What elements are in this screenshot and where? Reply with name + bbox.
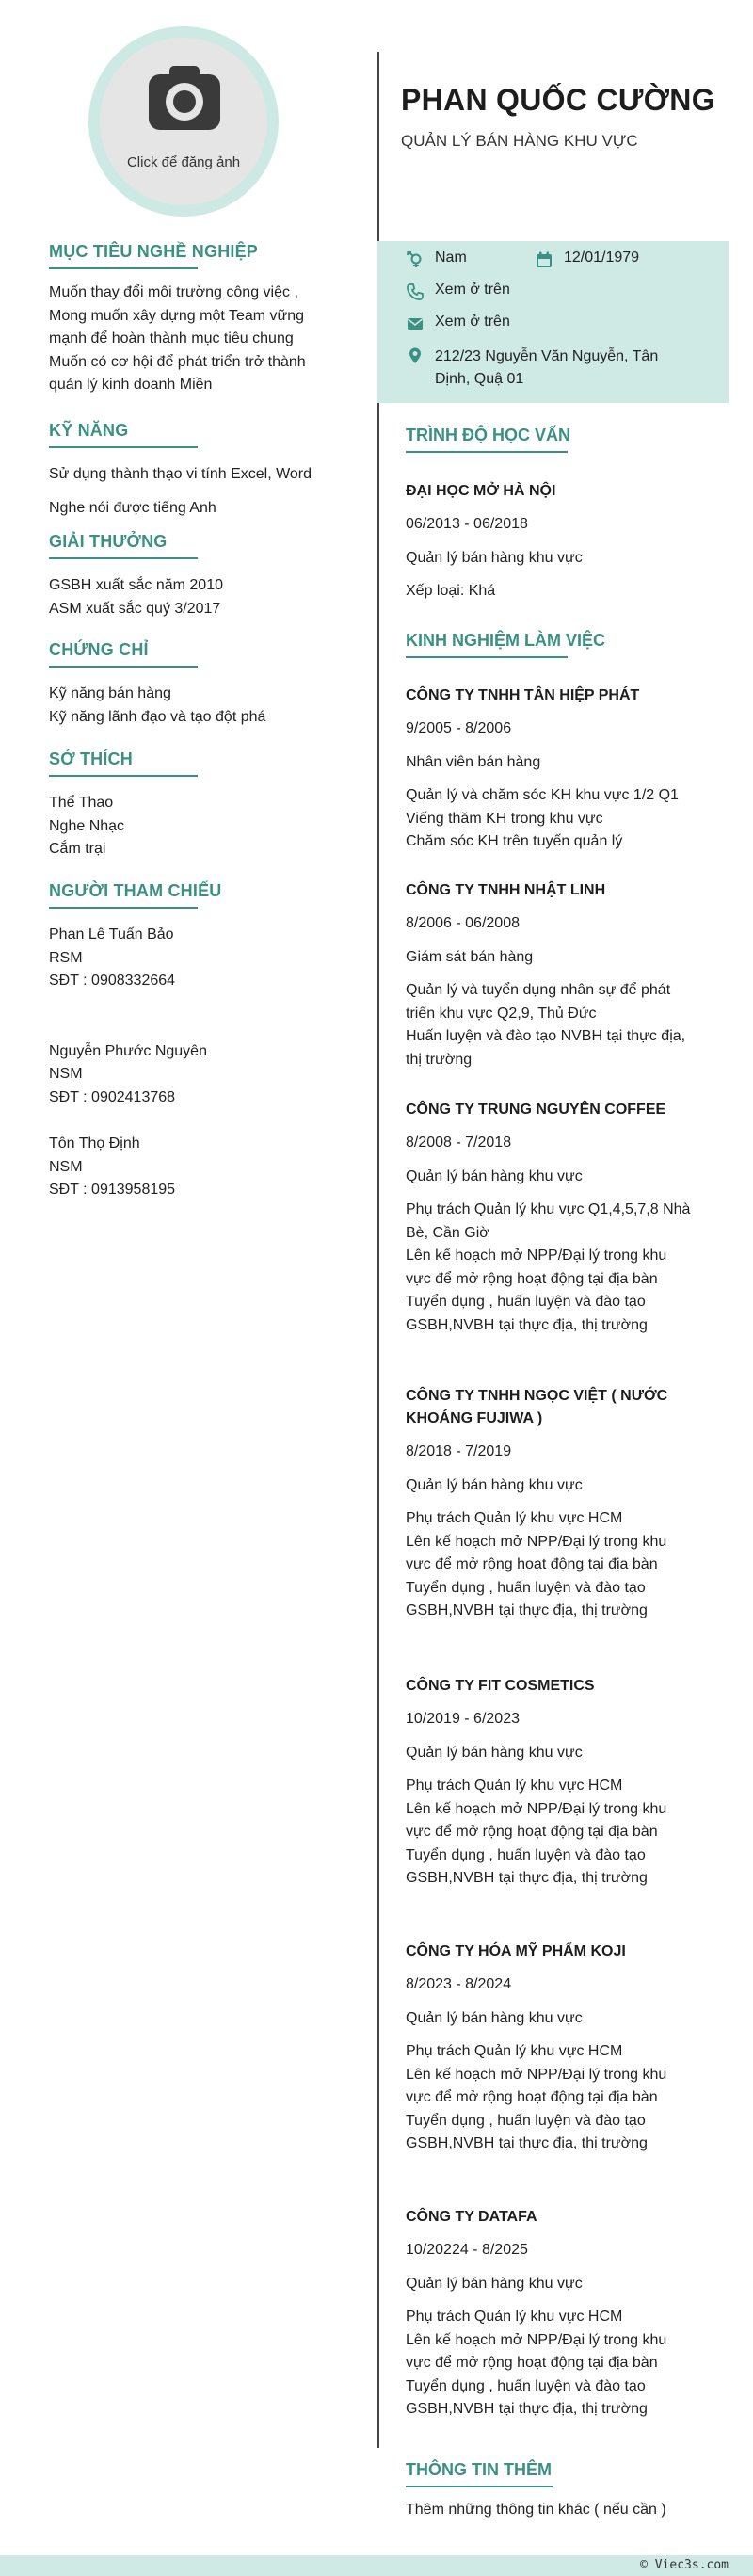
job-role: Quản lý bán hàng khu vực	[406, 2009, 583, 2026]
job-detail: Tuyển dụng , huấn luyện và đào tạo	[406, 2377, 646, 2394]
objective-section	[49, 242, 360, 397]
reference-role: NSM	[49, 1158, 83, 1175]
job-company: CÔNG TY FIT COSMETICS	[406, 1678, 595, 1694]
job-company: CÔNG TY TRUNG NGUYÊN COFFEE	[406, 1102, 666, 1118]
job-role: Quản lý bán hàng khu vực	[406, 1167, 583, 1184]
objective-line: quản lý kinh doanh Miền	[49, 377, 213, 393]
address-line: 212/23 Nguyễn Văn Nguyễn, Tân	[435, 348, 659, 364]
job-detail: Phụ trách Quản lý khu vực Q1,4,5,7,8 Nhà	[406, 1201, 691, 1217]
gender-value: Nam	[435, 250, 467, 266]
hobbies-section	[49, 749, 360, 861]
additional-text: Thêm những thông tin khác ( nếu cần )	[406, 2502, 666, 2518]
job-detail: vực để mở rộng hoạt động tại địa bàn	[406, 1270, 658, 1287]
email-row	[407, 314, 510, 332]
job-period: 8/2008 - 7/2018	[406, 1135, 512, 1151]
job-detail: Tuyển dụng , huấn luyện và đào tạo	[406, 1294, 646, 1310]
section-underline	[49, 666, 198, 668]
job-company: CÔNG TY TNHH NHẬT LINH	[406, 882, 606, 898]
job-detail: GSBH,NVBH tại thực địa, thị trường	[406, 1602, 648, 1618]
education-grade: Xếp loại: Khá	[406, 583, 496, 599]
experience-title: KINH NGHIỆM LÀM VIỆC	[406, 631, 606, 650]
reference-name: Phan Lê Tuấn Bảo	[49, 926, 174, 942]
job-entry	[406, 684, 707, 854]
avatar[interactable]	[100, 38, 267, 205]
education-entry	[406, 480, 707, 604]
section-underline	[49, 907, 198, 909]
job-detail: Phụ trách Quản lý khu vực HCM	[406, 1778, 623, 1794]
job-detail: Viếng thăm KH trong khu vực	[406, 810, 603, 827]
references-title: NGƯỜI THAM CHIẾU	[49, 881, 222, 900]
certificate-item: Kỹ năng lãnh đạo và tạo đột phá	[49, 708, 266, 725]
reference-item	[49, 1040, 360, 1110]
hobby-item: Nghe Nhạc	[49, 817, 125, 834]
address-line: Định, Quậ 01	[435, 371, 524, 387]
section-underline	[406, 2486, 553, 2487]
section-underline	[49, 267, 198, 269]
reference-name: Tôn Thọ Định	[49, 1135, 140, 1151]
section-underline	[406, 656, 568, 658]
education-title: TRÌNH ĐỘ HỌC VẤN	[406, 426, 570, 444]
job-detail: Phụ trách Quản lý khu vực HCM	[406, 2043, 623, 2059]
job-role: Quản lý bán hàng khu vực	[406, 1744, 583, 1761]
job-company: CÔNG TY TNHH NGỌC VIỆT ( NƯỚC	[406, 1388, 668, 1404]
job-detail: Lên kế hoạch mở NPP/Đại lý trong khu	[406, 2066, 667, 2083]
objective-line: Muốn thay đổi môi trường công việc ,	[49, 284, 298, 300]
job-detail: Quản lý và tuyển dụng nhân sự để phát	[406, 982, 671, 998]
job-detail: vực để mở rộng hoạt động tại địa bàn	[406, 1824, 658, 1840]
job-detail: Tuyển dụng , huấn luyện và đào tạo	[406, 1579, 646, 1596]
education-section	[406, 426, 726, 453]
certificates-section	[49, 640, 360, 729]
job-period: 8/2018 - 7/2019	[406, 1443, 512, 1459]
job-entry	[406, 1385, 707, 1623]
awards-title: GIẢI THƯỞNG	[49, 532, 168, 551]
additional-section	[406, 2460, 726, 2522]
job-period: 9/2005 - 8/2006	[406, 720, 512, 736]
address-row	[407, 346, 658, 391]
footer-watermark: © Viec3s.com	[640, 2558, 729, 2572]
certificate-item: Kỹ năng bán hàng	[49, 685, 171, 701]
footer-bar	[0, 2555, 753, 2576]
hobby-item: Cắm trại	[49, 841, 106, 857]
job-role: Quản lý bán hàng khu vực	[406, 1476, 583, 1493]
job-detail: Chăm sóc KH trên tuyến quản lý	[406, 833, 623, 849]
job-detail: vực để mở rộng hoạt động tại địa bàn	[406, 2089, 658, 2105]
contact-box	[377, 241, 729, 403]
job-entry	[406, 879, 707, 1071]
certificates-title: CHỨNG CHỈ	[49, 640, 149, 659]
job-period: 8/2023 - 8/2024	[406, 1976, 512, 1992]
reference-item	[49, 1133, 360, 1202]
objective-line: Mong muốn xây dựng một Team vững	[49, 307, 305, 324]
job-detail: Tuyển dụng , huấn luyện và đào tạo	[406, 2112, 646, 2129]
objective-title: MỤC TIÊU NGHỀ NGHIỆP	[49, 242, 259, 261]
skill-item: Sử dụng thành thạo vi tính Excel, Word	[49, 466, 312, 482]
job-detail: GSBH,NVBH tại thực địa, thị trường	[406, 1316, 648, 1333]
job-detail: GSBH,NVBH tại thực địa, thị trường	[406, 1870, 648, 1886]
additional-title: THÔNG TIN THÊM	[406, 2460, 552, 2479]
references-section	[49, 881, 360, 1202]
job-detail: Lên kế hoạch mở NPP/Đại lý trong khu	[406, 1800, 667, 1817]
job-period: 8/2006 - 06/2008	[406, 915, 520, 931]
gender-row	[407, 250, 467, 268]
job-detail: Huấn luyện và đào tạo NVBH tại thực địa,	[406, 1028, 686, 1044]
location-pin-icon	[407, 347, 424, 364]
avatar-caption[interactable]: Click để đăng ảnh	[126, 154, 241, 170]
job-detail: thị trường	[406, 1051, 473, 1068]
job-company: CÔNG TY DATAFA	[406, 2209, 537, 2225]
reference-phone: SĐT : 0913958195	[49, 1182, 176, 1198]
job-detail: vực để mở rộng hoạt động tại địa bàn	[406, 2355, 658, 2371]
objective-line: mạnh để hoàn thành mục tiêu chung	[49, 330, 294, 346]
section-underline	[406, 451, 568, 453]
candidate-position: QUẢN LÝ BÁN HÀNG KHU VỰC	[401, 132, 638, 150]
award-item: ASM xuất sắc quý 3/2017	[49, 600, 221, 617]
objective-line: Muốn có cơ hội để phát triển trở thành	[49, 353, 306, 370]
job-role: Quản lý bán hàng khu vực	[406, 2275, 583, 2292]
job-company: CÔNG TY HÓA MỸ PHẨM KOJI	[406, 1943, 626, 1959]
job-detail: Quản lý và chăm sóc KH khu vực 1/2 Q1	[406, 787, 679, 803]
birthday-row	[536, 250, 639, 268]
job-detail: Tuyển dụng , huấn luyện và đào tạo	[406, 1846, 646, 1863]
job-entry	[406, 1940, 707, 2156]
reference-phone: SĐT : 0902413768	[49, 1088, 176, 1105]
phone-value: Xem ở trên	[435, 282, 510, 298]
school-name: ĐẠI HỌC MỞ HÀ NỘI	[406, 483, 556, 499]
job-detail: Phụ trách Quản lý khu vực HCM	[406, 1510, 623, 1526]
reference-role: RSM	[49, 949, 83, 966]
experience-section	[406, 631, 726, 658]
hobby-item: Thể Thao	[49, 795, 114, 811]
job-detail: Lên kế hoạch mở NPP/Đại lý trong khu	[406, 1248, 667, 1264]
gender-icon	[407, 251, 424, 268]
calendar-icon	[536, 251, 553, 268]
column-divider	[377, 52, 379, 2448]
phone-icon	[407, 283, 424, 300]
education-period: 06/2013 - 06/2018	[406, 516, 528, 532]
phone-row	[407, 282, 510, 300]
section-underline	[49, 775, 198, 777]
job-role: Giám sát bán hàng	[406, 948, 534, 965]
skills-section	[49, 421, 360, 520]
camera-icon	[149, 66, 220, 130]
education-major: Quản lý bán hàng khu vực	[406, 549, 583, 566]
reference-phone: SĐT : 0908332664	[49, 973, 176, 989]
job-detail: Lên kế hoạch mở NPP/Đại lý trong khu	[406, 2331, 667, 2348]
job-entry	[406, 1099, 707, 1337]
job-detail: Phụ trách Quản lý khu vực HCM	[406, 2309, 623, 2325]
job-entry	[406, 1675, 707, 1891]
reference-item	[49, 924, 360, 993]
reference-role: NSM	[49, 1066, 83, 1082]
job-detail: Bè, Cần Giờ	[406, 1224, 489, 1241]
job-detail: Lên kế hoạch mở NPP/Đại lý trong khu	[406, 1533, 667, 1550]
hobbies-title: SỞ THÍCH	[49, 749, 133, 768]
email-value: Xem ở trên	[435, 314, 510, 330]
award-item: GSBH xuất sắc năm 2010	[49, 577, 223, 593]
skills-title: KỸ NĂNG	[49, 421, 129, 440]
job-company: CÔNG TY TNHH TÂN HIỆP PHÁT	[406, 687, 640, 703]
reference-name: Nguyễn Phước Nguyên	[49, 1042, 207, 1059]
birthday-value: 12/01/1979	[564, 250, 640, 266]
job-period: 10/2019 - 6/2023	[406, 1711, 520, 1727]
job-entry	[406, 2206, 707, 2422]
job-detail: vực để mở rộng hoạt động tại địa bàn	[406, 1556, 658, 1572]
candidate-name: PHAN QUỐC CƯỜNG	[401, 83, 715, 117]
job-detail: triển khu vực Q2,9, Thủ Đức	[406, 1005, 597, 1022]
job-period: 10/20224 - 8/2025	[406, 2242, 528, 2258]
job-company: KHOÁNG FUJIWA )	[406, 1410, 543, 1426]
email-icon	[407, 315, 424, 332]
section-underline	[49, 446, 198, 448]
awards-section	[49, 532, 360, 620]
job-detail: GSBH,NVBH tại thực địa, thị trường	[406, 2401, 648, 2417]
section-underline	[49, 557, 198, 559]
skill-item: Nghe nói được tiếng Anh	[49, 499, 216, 516]
job-role: Nhân viên bán hàng	[406, 753, 541, 770]
job-detail: GSBH,NVBH tại thực địa, thị trường	[406, 2135, 648, 2151]
